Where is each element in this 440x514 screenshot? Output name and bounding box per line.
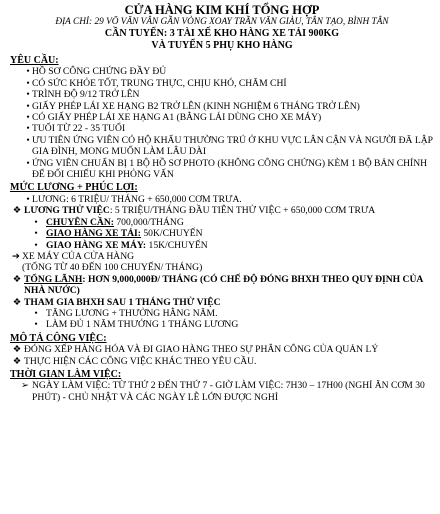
diamond-icon: ❖ (12, 355, 22, 367)
bullet-icon: • (26, 100, 30, 112)
bullet-icon: • (34, 239, 38, 251)
arrow-icon: ➔ (11, 250, 21, 262)
list-item: • GIAO HÀNG XE TẢI: 50K/CHUYẾN (10, 228, 434, 239)
bullet-icon: • (26, 157, 30, 169)
bullet-icon: • (26, 134, 30, 146)
list-item: • ƯU TIÊN ỨNG VIÊN CÓ HỘ KHẨU THƯỜNG TRÚ Ở KHU VỰC LÂN CẬN VÀ NGƯỜI ĐÃ LẬP GIA ĐÌNH, MONG MUỐN LÀM LÂU DÀI (10, 135, 434, 158)
hiring-line-1: CẦN TUYỂN: 3 TÀI XẾ KHO HÀNG XE TẢI 900KG (104, 28, 340, 39)
list-item: ➔ XE MÁY CỦA CỬA HÀNG (11, 250, 135, 262)
list-item: • CÓ SỨC KHỎE TỐT, TRUNG THỰC, CHỊU KHÓ, CHĂM CHỈ (10, 78, 434, 89)
requirements-list (10, 66, 434, 180)
list-item: • TRÌNH ĐỘ 9/12 TRỞ LÊN (10, 89, 434, 100)
bullet-icon: • (26, 112, 30, 124)
check-arrow-icon: ➢ (20, 380, 30, 392)
bullet-icon: • (26, 123, 30, 135)
bullet-icon: • (26, 89, 30, 101)
income-label: TỔNG LÃNH (24, 273, 83, 285)
bullet-icon: • (34, 216, 38, 228)
bullet-icon: • (26, 77, 30, 89)
working-time-list (10, 380, 434, 403)
working-time-heading: THỜI GIAN LÀM VIỆC: (10, 368, 122, 380)
list-item: • ỨNG VIÊN CHUẨN BỊ 1 BỘ HỒ SƠ PHOTO (KHÔNG CÔNG CHỨNG) KÈM 1 BỘ BẢN CHÍNH ĐỂ ĐỐI CHIẾU KHI PHỎNG VẤN (10, 158, 434, 181)
diamond-icon: ❖ (12, 344, 22, 356)
diamond-icon: ❖ (12, 205, 22, 217)
hiring-line-2: VÀ TUYỂN 5 PHỤ KHO HÀNG (151, 40, 293, 51)
list-item: • CÓ GIẤY PHÉP LÁI XE HẠNG A1 (BẰNG LÁI DÙNG CHO XE MÁY) (10, 112, 434, 123)
bullet-icon: • (34, 307, 38, 319)
list-item: • LƯƠNG: 6 TRIỆU/ THÁNG + 650,000 CƠM TRƯA. (10, 194, 434, 205)
job-description-list (10, 344, 434, 367)
list-item: ❖ THỰC HIỆN CÁC CÔNG VIỆC KHÁC THEO YÊU CẦU. (10, 356, 434, 367)
salary-list (10, 194, 434, 331)
list-item: • GIAO HÀNG XE MÁY: 15K/CHUYẾN (10, 240, 434, 251)
list-item: ➢ NGÀY LÀM VIỆC: TỪ THỨ 2 ĐẾN THỨ 7 - GIỜ LÀM VIỆC: 7H30 – 17H00 (NGHỈ ĂN CƠM 30 PHÚT) - CHỦ NHẬT VÀ CÁC NGÀY LỄ LỚN ĐƯỢC NGHỈ (10, 380, 434, 403)
income-text: : HƠN 9,000,000Đ/ THÁNG (CÓ CHẾ ĐỘ ĐÓNG BHXH THEO QUY ĐỊNH CỦA NHÀ NƯỚC) (24, 273, 423, 297)
list-item: • LÀM ĐỦ 1 NĂM THƯỞNG 1 THÁNG LƯƠNG (10, 319, 434, 330)
bullet-icon: • (26, 193, 30, 205)
diamond-icon: ❖ (12, 273, 22, 285)
bullet-icon: • (34, 319, 38, 331)
list-item: • TĂNG LƯƠNG + THƯỞNG HẰNG NĂM. (10, 308, 434, 319)
probation-label: LƯƠNG THỬ VIỆC (24, 205, 110, 217)
probation-text: : 5 TRIỆU/THÁNG ĐẦU TIÊN THỬ VIỆC + 650,000 CƠM TRƯA (109, 205, 376, 217)
bullet-icon: • (34, 228, 38, 240)
list-item (10, 205, 434, 216)
list-item: ❖ ĐÓNG XẾP HÀNG HÓA VÀ ĐI GIAO HÀNG THEO SỰ PHÂN CÔNG CỦA QUẢN LÝ (10, 344, 434, 355)
diamond-icon: ❖ (12, 296, 22, 308)
requirements-heading: YÊU CẦU: (10, 55, 59, 66)
bullet-icon: • (26, 66, 30, 78)
list-item: • GIẤY PHÉP LÁI XE HẠNG B2 TRỞ LÊN (KINH NGHIỆM 6 THÁNG TRỞ LÊN) (10, 101, 434, 112)
store-address: ĐỊA CHỈ: 29 VÕ VĂN VÂN GẦN VÒNG XOAY TRẦN VĂN GIÀU, TÂN TẠO, BÌNH TÂN (55, 17, 389, 27)
list-item: ❖ THAM GIA BHXH SAU 1 THÁNG THỬ VIỆC (10, 297, 434, 308)
list-item: • CHUYÊN CẦN: 700,000/THÁNG (10, 217, 434, 228)
store-title: CỬA HÀNG KIM KHÍ TỔNG HỢP (124, 3, 320, 17)
list-item: • HỒ SƠ CÔNG CHỨNG ĐẦY ĐỦ (10, 66, 434, 77)
list-item (10, 274, 434, 297)
list-item: • TUỔI TỪ 22 - 35 TUỔI (10, 123, 434, 134)
salary-heading: MỨC LƯƠNG + PHÚC LỢI: (10, 182, 138, 194)
list-item: (TỔNG TỪ 40 ĐẾN 100 CHUYẾN/ THÁNG) (22, 262, 203, 274)
job-description-heading: MÔ TẢ CÔNG VIỆC: (10, 332, 107, 344)
